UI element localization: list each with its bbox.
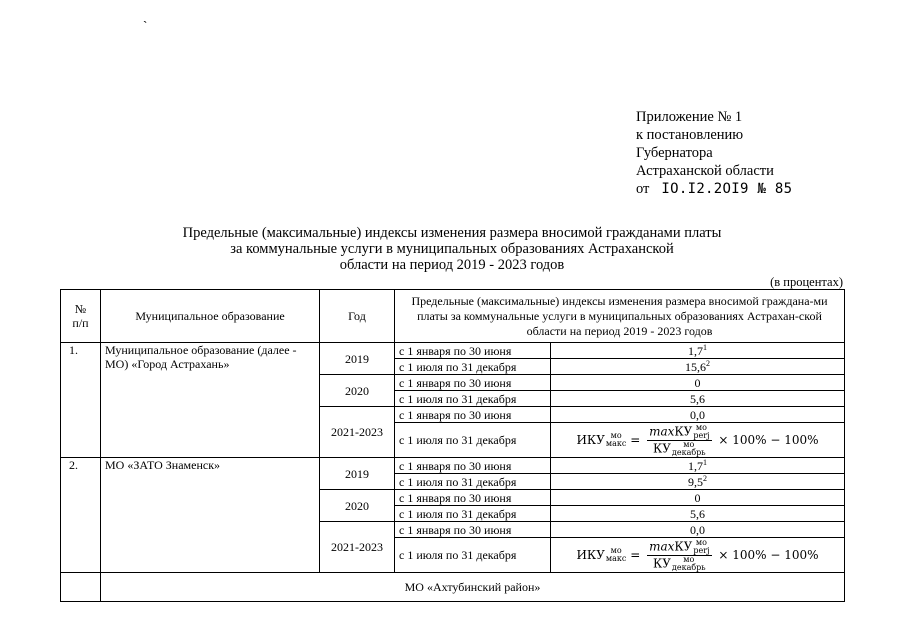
row-period: с 1 июля по 31 декабря	[395, 506, 551, 522]
row-value	[551, 359, 845, 375]
row-value	[551, 343, 845, 359]
formula-lhs-sub: макс	[605, 554, 627, 563]
value-text: 15,6	[685, 359, 706, 374]
section-akhtubinsky: МО «Ахтубинский район»	[101, 573, 845, 602]
formula-lhs-sup: мо	[610, 546, 622, 555]
scan-speck: `	[143, 18, 148, 33]
footnote-mark: 1	[703, 457, 707, 467]
formula-den-main: КУ	[652, 441, 671, 455]
indices-table	[60, 289, 845, 602]
row-period: с 1 января по 30 июня	[395, 522, 551, 538]
title-line-3: области на период 2019 - 2023 годов	[339, 257, 565, 273]
row-value: 0	[551, 490, 845, 506]
section-row	[61, 573, 845, 602]
formula-lhs-sup: мо	[610, 431, 622, 440]
formula-num-sup: мо	[695, 422, 707, 432]
formula-den-main: КУ	[652, 556, 671, 570]
formula-num-prefix: max	[649, 424, 675, 438]
units-note: (в процентах)	[770, 275, 843, 289]
formula-tail: × 100% − 100%	[718, 547, 819, 562]
decree-number: IO.I2.2OI9 № 85	[661, 181, 793, 197]
footnote-mark: 2	[706, 358, 710, 368]
header-year: Год	[320, 290, 395, 343]
formula-den-sub: декабрь	[671, 562, 706, 572]
row-period: с 1 июля по 31 декабря	[395, 474, 551, 490]
row-value: 5,6	[551, 506, 845, 522]
title-line-2: за коммунальные услуги в муниципальных образованиях Астраханской	[230, 241, 674, 257]
row-period: с 1 июля по 31 декабря	[395, 538, 551, 573]
row-value	[551, 458, 845, 474]
formula-num-sub: perj	[693, 430, 710, 440]
appendix-line-4: Астраханской области	[636, 163, 774, 179]
formula-den-sub: декабрь	[671, 447, 706, 457]
row-number: 1.	[61, 343, 101, 458]
table-row	[61, 458, 845, 474]
value-text: 1,7	[688, 343, 703, 358]
formula-num-sup: мо	[695, 537, 707, 547]
row-period: с 1 июля по 31 декабря	[395, 423, 551, 458]
formula-den-sup: мо	[683, 439, 695, 449]
formula-lhs-sub: макс	[605, 439, 627, 448]
row-year: 2020	[320, 490, 395, 522]
document-title	[100, 225, 800, 273]
row-value: 5,6	[551, 391, 845, 407]
row-period: с 1 января по 30 июня	[395, 407, 551, 423]
table-header-row	[61, 290, 845, 343]
row-period: с 1 января по 30 июня	[395, 490, 551, 506]
row-municipality: Муниципальное образование (далее - МО) «Город Астрахань»	[101, 343, 320, 458]
row-period: с 1 июля по 31 декабря	[395, 391, 551, 407]
formula-fraction	[647, 539, 711, 572]
table-row	[61, 343, 845, 359]
appendix-line-2: к постановлению	[636, 127, 744, 143]
row-period: с 1 января по 30 июня	[395, 343, 551, 359]
row-year: 2019	[320, 458, 395, 490]
formula-cell	[551, 538, 845, 573]
formula-tail: × 100% − 100%	[718, 432, 819, 447]
row-number: 2.	[61, 458, 101, 573]
row-period: с 1 января по 30 июня	[395, 375, 551, 391]
row-year: 2019	[320, 343, 395, 375]
formula-lhs: ИКУ	[576, 547, 605, 562]
formula-num-prefix: max	[649, 539, 675, 553]
header-no	[61, 290, 101, 343]
formula-lhs: ИКУ	[576, 432, 605, 447]
formula-num-main: КУ	[674, 539, 693, 553]
row-period: с 1 июля по 31 декабря	[395, 359, 551, 375]
appendix-line-3: Губернатора	[636, 145, 713, 161]
index-formula: ИКУ мо макс = maxКУ мо perj КУ мо декабрь × 100% − 100%	[576, 422, 819, 457]
row-value: 0	[551, 375, 845, 391]
row-municipality: МО «ЗАТО Знаменск»	[101, 458, 320, 573]
index-formula: ИКУ мо макс = maxКУ мо perj КУ мо декабрь × 100% − 100%	[576, 537, 819, 572]
value-text: 9,5	[688, 474, 703, 489]
row-period: с 1 января по 30 июня	[395, 458, 551, 474]
appendix-block	[636, 108, 792, 198]
section-no-cell	[61, 573, 101, 602]
ot-label: от	[636, 181, 650, 197]
header-index: Предельные (максимальные) индексы изменения размера вносимой граждана-ми платы за коммунальные услуги в муниципальных образованиях Астрахан-ской области на период 2019 - 2023 годов	[395, 290, 845, 343]
header-no-line2: п/п	[72, 316, 89, 330]
row-value: 0,0	[551, 522, 845, 538]
appendix-line-1: Приложение № 1	[636, 109, 743, 125]
formula-num-sub: perj	[693, 545, 710, 555]
row-year: 2020	[320, 375, 395, 407]
row-value: 0,0	[551, 407, 845, 423]
formula-num-main: КУ	[674, 424, 693, 438]
value-text: 1,7	[688, 458, 703, 473]
header-no-line1: №	[74, 302, 87, 316]
formula-fraction	[647, 424, 711, 457]
footnote-mark: 1	[703, 342, 707, 352]
appendix-date-line	[636, 180, 792, 198]
row-year: 2021-2023	[320, 407, 395, 458]
row-year: 2021-2023	[320, 522, 395, 573]
formula-cell	[551, 423, 845, 458]
footnote-mark: 2	[703, 473, 707, 483]
header-municipality: Муниципальное образование	[101, 290, 320, 343]
row-value	[551, 474, 845, 490]
title-line-1: Предельные (максимальные) индексы изменения размера вносимой гражданами платы	[182, 225, 722, 241]
formula-den-sup: мо	[683, 554, 695, 564]
